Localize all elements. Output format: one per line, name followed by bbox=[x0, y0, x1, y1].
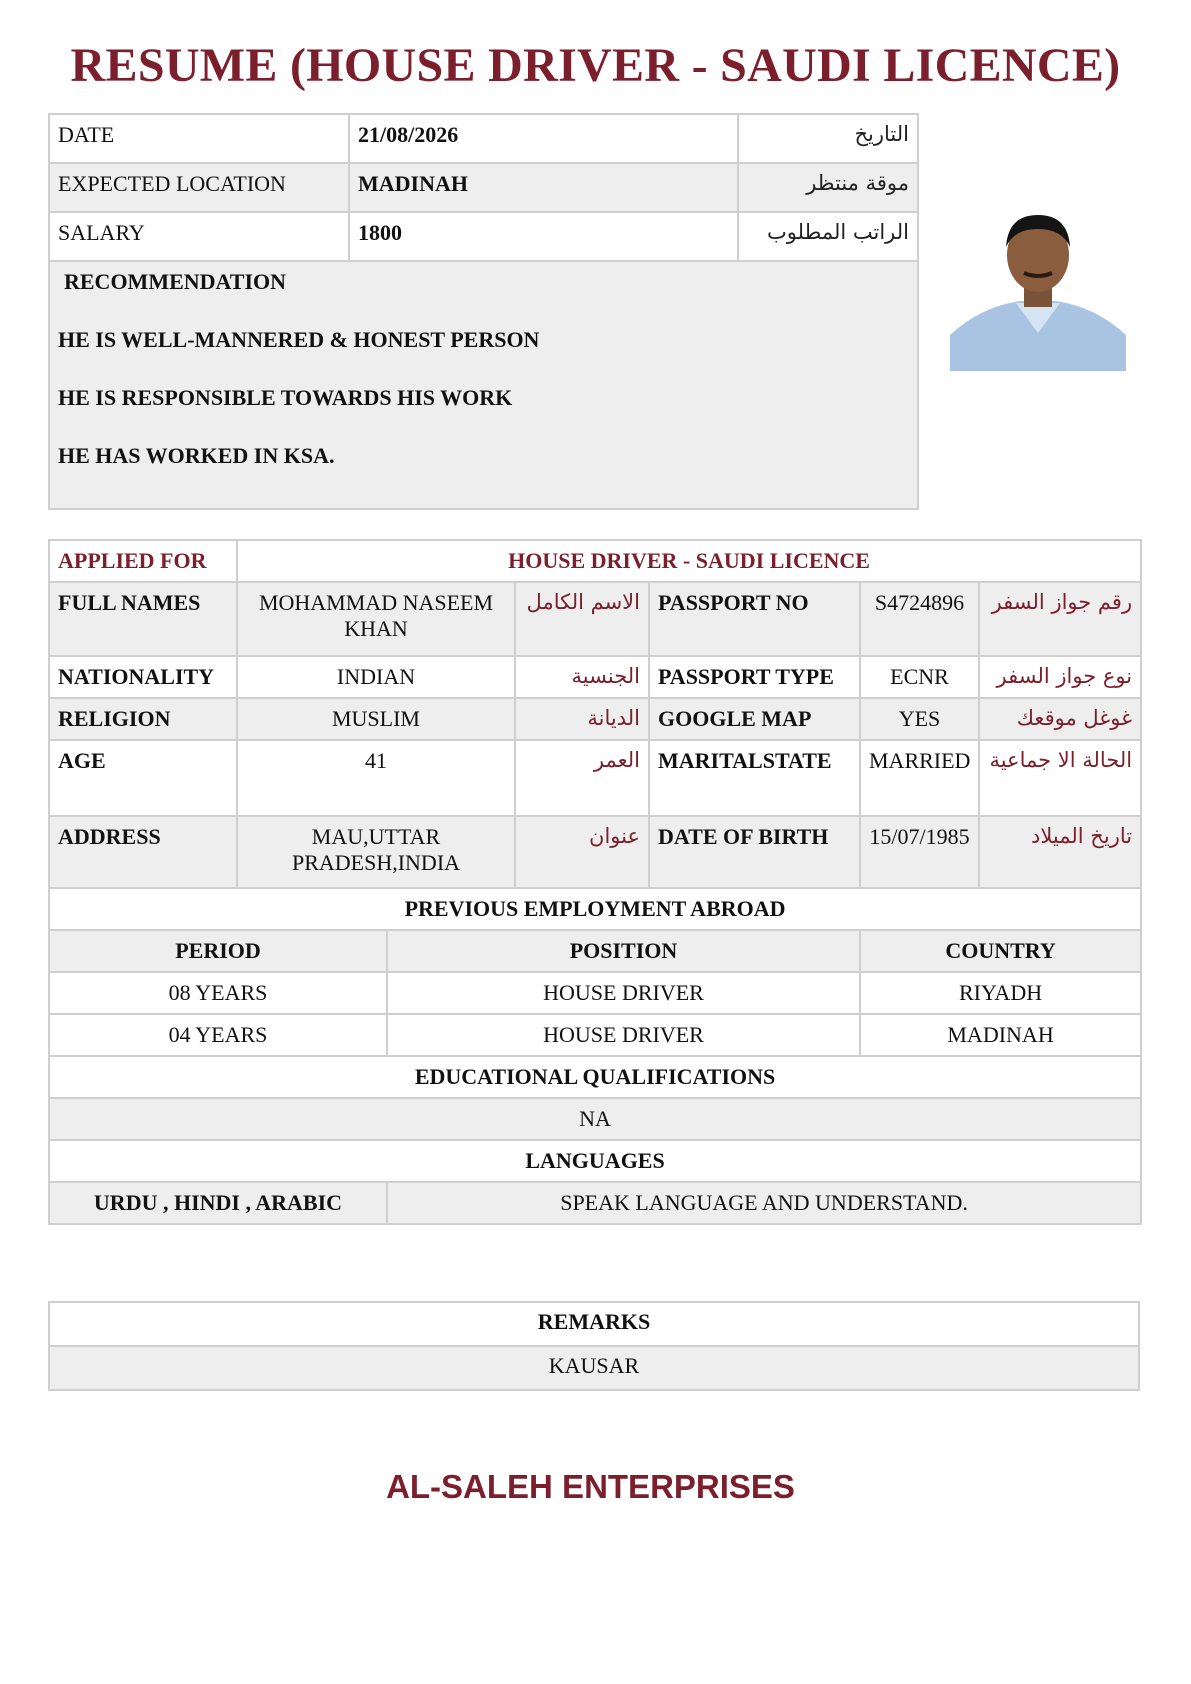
date-value: 21/08/2026 bbox=[349, 114, 738, 163]
recommendation-line: HE IS WELL-MANNERED & HONEST PERSON bbox=[58, 327, 540, 352]
period-cell: 08 YEARS bbox=[49, 972, 387, 1014]
languages-heading-row bbox=[49, 1140, 1141, 1182]
recommendation-box bbox=[49, 261, 918, 509]
recommendation-row bbox=[49, 261, 918, 509]
remarks-heading-row bbox=[49, 1302, 1139, 1346]
passport-no-value: S4724896 bbox=[860, 582, 979, 656]
table-row bbox=[49, 972, 1141, 1014]
passport-type-value: ECNR bbox=[860, 656, 979, 698]
date-label: DATE bbox=[49, 114, 349, 163]
full-names-label: FULL NAMES bbox=[49, 582, 237, 656]
remarks-value: KAUSAR bbox=[49, 1346, 1139, 1390]
age-value: 41 bbox=[237, 740, 515, 816]
languages-row bbox=[49, 1182, 1141, 1224]
period-cell: 04 YEARS bbox=[49, 1014, 387, 1056]
position-cell: HOUSE DRIVER bbox=[387, 972, 860, 1014]
remarks-table bbox=[48, 1301, 1140, 1391]
salary-row bbox=[49, 212, 918, 261]
nationality-label: NATIONALITY bbox=[49, 656, 237, 698]
company-name: AL-SALEH ENTERPRISES bbox=[386, 1468, 795, 1505]
location-value: MADINAH bbox=[349, 163, 738, 212]
address-label: ADDRESS bbox=[49, 816, 237, 888]
period-header: PERIOD bbox=[49, 930, 387, 972]
location-arabic-label: موقة منتظر bbox=[738, 163, 918, 212]
religion-arabic-label: الديانة bbox=[515, 698, 649, 740]
salary-arabic-label: الراتب المطلوب bbox=[738, 212, 918, 261]
date-arabic-label: التاريخ bbox=[738, 114, 918, 163]
position-cell: HOUSE DRIVER bbox=[387, 1014, 860, 1056]
employment-heading: PREVIOUS EMPLOYMENT ABROAD bbox=[49, 888, 1141, 930]
age-row bbox=[49, 740, 1141, 816]
religion-label: RELIGION bbox=[49, 698, 237, 740]
full-names-arabic-label: الاسم الكامل bbox=[515, 582, 649, 656]
country-header: COUNTRY bbox=[860, 930, 1141, 972]
date-row bbox=[49, 114, 918, 163]
page-title: RESUME (HOUSE DRIVER - SAUDI LICENCE) bbox=[70, 39, 1121, 92]
religion-value: MUSLIM bbox=[237, 698, 515, 740]
dob-label: DATE OF BIRTH bbox=[649, 816, 860, 888]
passport-no-arabic-label: رقم جواز السفر bbox=[979, 582, 1141, 656]
location-label: EXPECTED LOCATION bbox=[49, 163, 349, 212]
country-cell: MADINAH bbox=[860, 1014, 1141, 1056]
google-map-arabic-label: غوغل موقعك bbox=[979, 698, 1141, 740]
religion-row bbox=[49, 698, 1141, 740]
nationality-arabic-label: الجنسية bbox=[515, 656, 649, 698]
education-value: NA bbox=[49, 1098, 1141, 1140]
applied-for-label: APPLIED FOR bbox=[49, 540, 237, 582]
languages-level: SPEAK LANGUAGE AND UNDERSTAND. bbox=[387, 1182, 1141, 1224]
education-heading-row bbox=[49, 1056, 1141, 1098]
address-arabic-label: عنوان bbox=[515, 816, 649, 888]
languages-heading: LANGUAGES bbox=[49, 1140, 1141, 1182]
full-names-row bbox=[49, 582, 1141, 656]
location-row bbox=[49, 163, 918, 212]
nationality-value: INDIAN bbox=[237, 656, 515, 698]
summary-table bbox=[48, 113, 919, 510]
passport-type-arabic-label: نوع جواز السفر bbox=[979, 656, 1141, 698]
address-value: MAU,UTTAR PRADESH,INDIA bbox=[237, 816, 515, 888]
dob-arabic-label: تاريخ الميلاد bbox=[979, 816, 1141, 888]
remarks-value-row bbox=[49, 1346, 1139, 1390]
passport-type-label: PASSPORT TYPE bbox=[649, 656, 860, 698]
languages-list: URDU , HINDI , ARABIC bbox=[49, 1182, 387, 1224]
dob-value: 15/07/1985 bbox=[860, 816, 979, 888]
nationality-row bbox=[49, 656, 1141, 698]
recommendation-heading: RECOMMENDATION bbox=[64, 269, 287, 294]
age-arabic-label: العمر bbox=[515, 740, 649, 816]
applied-for-row bbox=[49, 540, 1141, 582]
employment-heading-row bbox=[49, 888, 1141, 930]
recommendation-line: HE IS RESPONSIBLE TOWARDS HIS WORK bbox=[58, 385, 513, 410]
address-row bbox=[49, 816, 1141, 888]
marital-value: MARRIED bbox=[860, 740, 979, 816]
remarks-heading: REMARKS bbox=[49, 1302, 1139, 1346]
recommendation-line: HE HAS WORKED IN KSA. bbox=[58, 443, 335, 468]
marital-arabic-label: الحالة الا جماعية bbox=[979, 740, 1141, 816]
table-row bbox=[49, 1014, 1141, 1056]
google-map-value: YES bbox=[860, 698, 979, 740]
candidate-photo bbox=[950, 203, 1126, 371]
details-table bbox=[48, 539, 1142, 1225]
full-names-value: MOHAMMAD NASEEM KHAN bbox=[237, 582, 515, 656]
salary-value: 1800 bbox=[349, 212, 738, 261]
marital-label: MARITALSTATE bbox=[649, 740, 860, 816]
salary-label: SALARY bbox=[49, 212, 349, 261]
education-heading: EDUCATIONAL QUALIFICATIONS bbox=[49, 1056, 1141, 1098]
position-header: POSITION bbox=[387, 930, 860, 972]
passport-no-label: PASSPORT NO bbox=[649, 582, 860, 656]
country-cell: RIYADH bbox=[860, 972, 1141, 1014]
employment-header-row bbox=[49, 930, 1141, 972]
education-value-row bbox=[49, 1098, 1141, 1140]
applied-for-value: HOUSE DRIVER - SAUDI LICENCE bbox=[237, 540, 1141, 582]
google-map-label: GOOGLE MAP bbox=[649, 698, 860, 740]
age-label: AGE bbox=[49, 740, 237, 816]
